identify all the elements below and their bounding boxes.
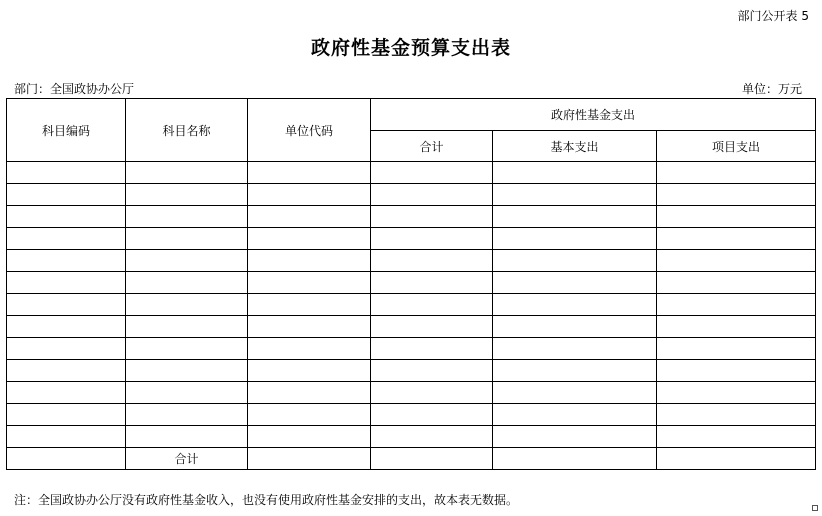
table-row [7,162,816,184]
table-cell [371,162,493,184]
table-cell [657,316,816,338]
table-cell [126,404,248,426]
table-cell [657,228,816,250]
table-cell [657,404,816,426]
table-cell [493,250,657,272]
table-cell [657,360,816,382]
table-cell [7,404,126,426]
table-cell [248,294,371,316]
table-cell [7,184,126,206]
table-cell [248,162,371,184]
table-cell [371,382,493,404]
table-cell [371,426,493,448]
table-row [7,404,816,426]
header-fund-expenditure-group: 政府性基金支出 [371,99,816,131]
table-cell [657,162,816,184]
table-row [7,250,816,272]
table-cell [493,448,657,470]
table-row [7,294,816,316]
header-basic-expenditure: 基本支出 [493,131,657,162]
table-cell [248,382,371,404]
table-cell [657,382,816,404]
table-cell [657,184,816,206]
table-cell [493,162,657,184]
table-cell [371,272,493,294]
table-cell [493,338,657,360]
table-cell [657,448,816,470]
unit-label: 单位：万元 [741,82,802,96]
table-cell [657,426,816,448]
table-cell [126,316,248,338]
header-total: 合计 [371,131,493,162]
table-cell [126,360,248,382]
table-cell [248,272,371,294]
table-cell [493,382,657,404]
table-cell [248,206,371,228]
table-cell [7,360,126,382]
table-cell [657,272,816,294]
table-cell [7,316,126,338]
table-cell [493,272,657,294]
table-cell [493,228,657,250]
table-cell [7,206,126,228]
department-label: 部门：全国政协办公厅 [14,82,135,96]
fund-expenditure-table [6,98,816,470]
table-cell [371,184,493,206]
table-cell [7,272,126,294]
table-cell [248,338,371,360]
total-row [7,448,816,470]
table-cell [493,316,657,338]
table-cell [657,250,816,272]
table-cell [7,250,126,272]
table-cell [371,338,493,360]
table-cell [248,404,371,426]
table-cell [126,228,248,250]
table-cell [126,250,248,272]
table-cell [371,206,493,228]
table-row [7,316,816,338]
table-cell [493,184,657,206]
table-cell [126,184,248,206]
table-cell [7,382,126,404]
table-cell [493,360,657,382]
table-cell [7,448,126,470]
header-subject-name: 科目名称 [126,99,248,162]
table-body [7,162,816,470]
table-cell [126,338,248,360]
table-cell [126,272,248,294]
header-row-1 [7,99,816,131]
header-project-expenditure: 项目支出 [657,131,816,162]
table-cell [657,294,816,316]
header-subject-code: 科目编码 [7,99,126,162]
page-title: 政府性基金预算支出表 [310,37,511,59]
table-cell [126,162,248,184]
table-cell [371,250,493,272]
table-cell [371,316,493,338]
table-cell [371,448,493,470]
table-cell [248,184,371,206]
table-cell [126,426,248,448]
table-cell [371,360,493,382]
table-cell [493,404,657,426]
table-cell [248,316,371,338]
table-cell [248,360,371,382]
table-cell [126,294,248,316]
table-row [7,206,816,228]
table-cell [493,294,657,316]
table-cell [248,426,371,448]
table-row [7,228,816,250]
table-row [7,360,816,382]
table-row [7,382,816,404]
total-row-label: 合计 [126,448,248,470]
table-cell [126,382,248,404]
table-cell [657,206,816,228]
table-cell [7,294,126,316]
table-cell [371,294,493,316]
table-cell [657,338,816,360]
table-cell [493,426,657,448]
table-cell [126,206,248,228]
table-number: 部门公开表 5 [737,9,809,23]
table-cell [7,228,126,250]
table-cell [371,404,493,426]
table-cell [7,162,126,184]
table-row [7,272,816,294]
table-cell [7,338,126,360]
footnote: 注：全国政协办公厅没有政府性基金收入，也没有使用政府性基金安排的支出，故本表无数据。 [14,493,519,507]
header-unit-code: 单位代码 [248,99,371,162]
table-cell [493,206,657,228]
table-row [7,426,816,448]
table-cell [371,228,493,250]
table-cell [248,228,371,250]
table-row [7,184,816,206]
table-row [7,338,816,360]
table-cell [7,426,126,448]
table-cell [248,250,371,272]
corner-marker [812,505,818,511]
table-cell [248,448,371,470]
